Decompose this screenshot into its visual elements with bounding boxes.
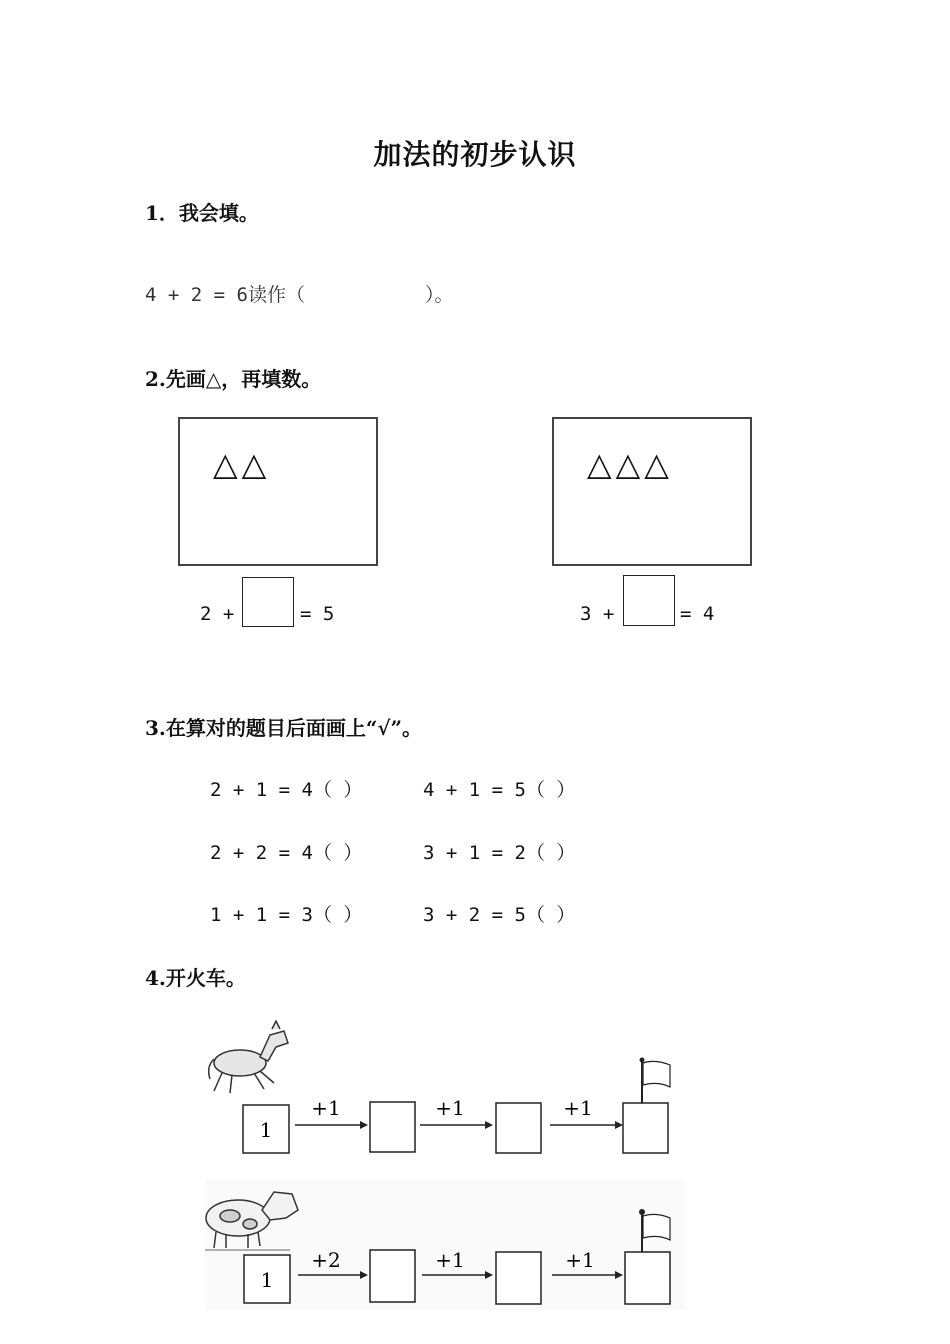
train-2-step-3: +1 bbox=[565, 1248, 595, 1272]
train-1-step-1: +1 bbox=[311, 1096, 341, 1120]
q3-item-2-2[interactable]: 3 + 1 = 2（ ） bbox=[423, 842, 576, 864]
q2-answer-box-1[interactable] bbox=[242, 577, 294, 627]
q2-eq1-right: = 5 bbox=[300, 603, 335, 625]
q2-heading: 2.先画△，再填数。 bbox=[145, 367, 322, 391]
train-2 bbox=[200, 1180, 690, 1315]
train-2-step-1: +2 bbox=[311, 1248, 341, 1272]
q2-eq2-left: 3 + bbox=[580, 603, 615, 625]
q2-triangles-2: △△△ bbox=[587, 445, 673, 483]
q3-item-3-2[interactable]: 3 + 2 = 5（ ） bbox=[423, 904, 576, 926]
train-1 bbox=[200, 1015, 680, 1160]
train-1-answer-box-2[interactable] bbox=[496, 1103, 541, 1153]
q3-item-2-1[interactable]: 2 + 2 = 4（ ） bbox=[210, 842, 363, 864]
train-2-start: 1 bbox=[260, 1268, 274, 1292]
train-1-answer-box-1[interactable] bbox=[370, 1102, 415, 1152]
train-2-answer-box-3[interactable] bbox=[625, 1252, 670, 1304]
q3-item-1-1[interactable]: 2 + 1 = 4（ ） bbox=[210, 779, 363, 801]
q2-triangles-1: △△ bbox=[213, 445, 271, 483]
q2-answer-box-2[interactable] bbox=[623, 575, 675, 626]
train-1-step-2: +1 bbox=[435, 1096, 465, 1120]
q2-eq2-right: = 4 bbox=[680, 603, 715, 625]
train-2-answer-box-2[interactable] bbox=[496, 1252, 541, 1304]
q1-text-before: 4 + 2 = 6读作（ bbox=[145, 284, 305, 306]
q3-item-1-2[interactable]: 4 + 1 = 5（ ） bbox=[423, 779, 576, 801]
train-2-step-2: +1 bbox=[435, 1248, 465, 1272]
train-1-step-3: +1 bbox=[563, 1096, 593, 1120]
train-2-answer-box-1[interactable] bbox=[370, 1250, 415, 1302]
q4-heading: 4.开火车。 bbox=[145, 966, 246, 990]
q1-text-after: ）。 bbox=[424, 284, 454, 306]
q2-eq1-left: 2 + bbox=[200, 603, 235, 625]
q3-heading: 3.在算对的题目后面画上“√”。 bbox=[145, 716, 423, 740]
q1-heading: 1．我会填。 bbox=[145, 201, 259, 225]
q2-panel-2 bbox=[552, 417, 752, 566]
q3-item-3-1[interactable]: 1 + 1 = 3（ ） bbox=[210, 904, 363, 926]
train-1-answer-box-3[interactable] bbox=[623, 1103, 668, 1153]
horse-icon bbox=[209, 1021, 288, 1093]
q1-sentence bbox=[145, 280, 453, 307]
train-1-start: 1 bbox=[259, 1118, 273, 1142]
page-title: 加法的初步认识 bbox=[373, 138, 577, 171]
flag-icon bbox=[640, 1058, 671, 1104]
q2-panel-1 bbox=[178, 417, 378, 566]
